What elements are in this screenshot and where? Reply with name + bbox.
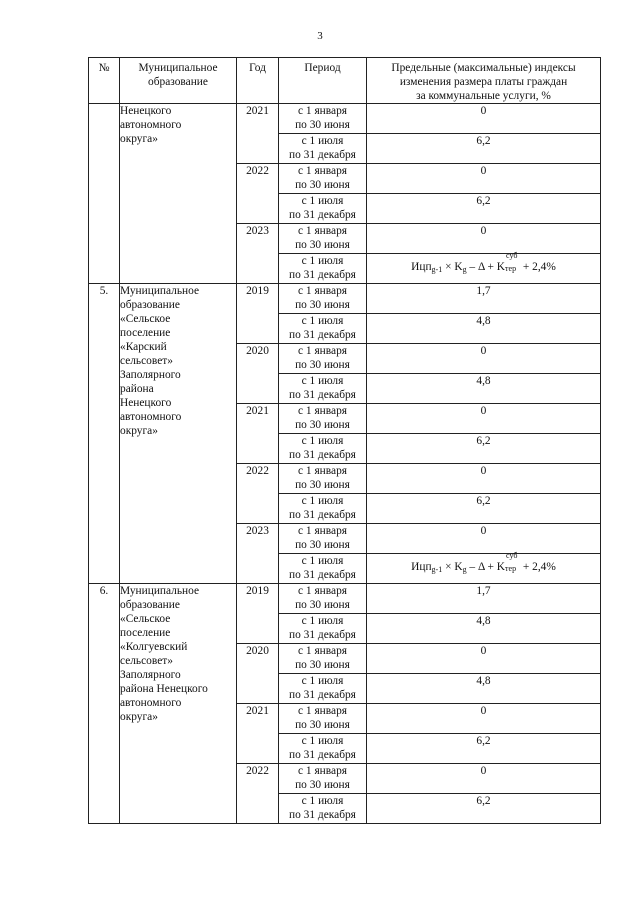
year-cell: 2019 [237, 284, 279, 344]
period-cell: с 1 июля по 31 декабря [279, 254, 367, 284]
year-cell: 2023 [237, 524, 279, 584]
index-value: 6,2 [367, 194, 601, 224]
municipality-name: Ненецкого автономного округа» [120, 104, 237, 284]
period-cell: с 1 июля по 31 декабря [279, 494, 367, 524]
index-value: 0 [367, 224, 601, 254]
period-cell: с 1 января по 30 июня [279, 644, 367, 674]
index-value: 4,8 [367, 314, 601, 344]
tariff-index-table [88, 57, 601, 824]
period-cell: с 1 июля по 31 декабря [279, 554, 367, 584]
year-cell: 2020 [237, 344, 279, 404]
year-cell: 2021 [237, 404, 279, 464]
period-cell: с 1 июля по 31 декабря [279, 194, 367, 224]
header-year: Год [237, 58, 279, 104]
period-cell: с 1 января по 30 июня [279, 524, 367, 554]
index-value: 6,2 [367, 434, 601, 464]
index-value: 0 [367, 524, 601, 554]
row-number [89, 104, 120, 284]
period-cell: с 1 января по 30 июня [279, 104, 367, 134]
period-cell: с 1 января по 30 июня [279, 284, 367, 314]
header-period: Период [279, 58, 367, 104]
period-cell: с 1 января по 30 июня [279, 404, 367, 434]
period-cell: с 1 января по 30 июня [279, 344, 367, 374]
table-header-row [89, 58, 601, 104]
index-value: 0 [367, 344, 601, 374]
header-municipality: Муниципальное образование [120, 58, 237, 104]
period-cell: с 1 января по 30 июня [279, 584, 367, 614]
index-value: 0 [367, 404, 601, 434]
index-value: 4,8 [367, 674, 601, 704]
formula-expression: $Ицп_{g-1} \times K_g - \Delta + K$ суб тер + 2,4% [411, 551, 556, 574]
year-cell: 2019 [237, 584, 279, 644]
index-value: 4,8 [367, 374, 601, 404]
table-row [89, 584, 601, 614]
period-cell: с 1 июля по 31 декабря [279, 674, 367, 704]
index-formula [367, 251, 601, 284]
year-cell: 2023 [237, 224, 279, 284]
period-cell: с 1 июля по 31 декабря [279, 434, 367, 464]
index-value: 0 [367, 104, 601, 134]
municipality-name: Муниципальное образование «Сельское поселение «Карский сельсовет» Заполярного района Ненецкого автономного округа» [120, 284, 237, 584]
row-number: 6. [89, 584, 120, 824]
index-value: 6,2 [367, 494, 601, 524]
period-cell: с 1 июля по 31 декабря [279, 314, 367, 344]
year-cell: 2020 [237, 644, 279, 704]
period-cell: с 1 января по 30 июня [279, 464, 367, 494]
index-value: 1,7 [367, 284, 601, 314]
year-cell: 2022 [237, 164, 279, 224]
period-cell: с 1 января по 30 июня [279, 164, 367, 194]
table-row [89, 284, 601, 314]
year-cell: 2021 [237, 704, 279, 764]
index-value: 0 [367, 704, 601, 734]
period-cell: с 1 июля по 31 декабря [279, 794, 367, 824]
year-cell: 2022 [237, 464, 279, 524]
index-value: 0 [367, 644, 601, 674]
index-value: 6,2 [367, 134, 601, 164]
municipality-name: Муниципальное образование «Сельское поселение «Колгуевский сельсовет» Заполярного района Ненецкого автономного округа» [120, 584, 237, 824]
index-value: 4,8 [367, 614, 601, 644]
table-body [89, 104, 601, 824]
formula-expression: $Ицп_{g-1} \times K_g - \Delta + K$ суб тер + 2,4% [411, 251, 556, 274]
period-cell: с 1 июля по 31 декабря [279, 614, 367, 644]
year-cell: 2022 [237, 764, 279, 824]
period-cell: с 1 июля по 31 декабря [279, 134, 367, 164]
header-number: № [89, 58, 120, 104]
table-row [89, 104, 601, 134]
period-cell: с 1 июля по 31 декабря [279, 374, 367, 404]
row-number: 5. [89, 284, 120, 584]
page-number: 3 [317, 30, 323, 42]
index-value: 6,2 [367, 734, 601, 764]
index-formula [367, 551, 601, 584]
header-index: Предельные (максимальные) индексы изменения размера платы граждан за коммунальные услуги, % [367, 58, 601, 104]
period-cell: с 1 января по 30 июня [279, 704, 367, 734]
index-value: 0 [367, 764, 601, 794]
index-value: 6,2 [367, 794, 601, 824]
index-value: 0 [367, 464, 601, 494]
year-cell: 2021 [237, 104, 279, 164]
index-value: 0 [367, 164, 601, 194]
index-value: 1,7 [367, 584, 601, 614]
period-cell: с 1 июля по 31 декабря [279, 734, 367, 764]
period-cell: с 1 января по 30 июня [279, 764, 367, 794]
period-cell: с 1 января по 30 июня [279, 224, 367, 254]
